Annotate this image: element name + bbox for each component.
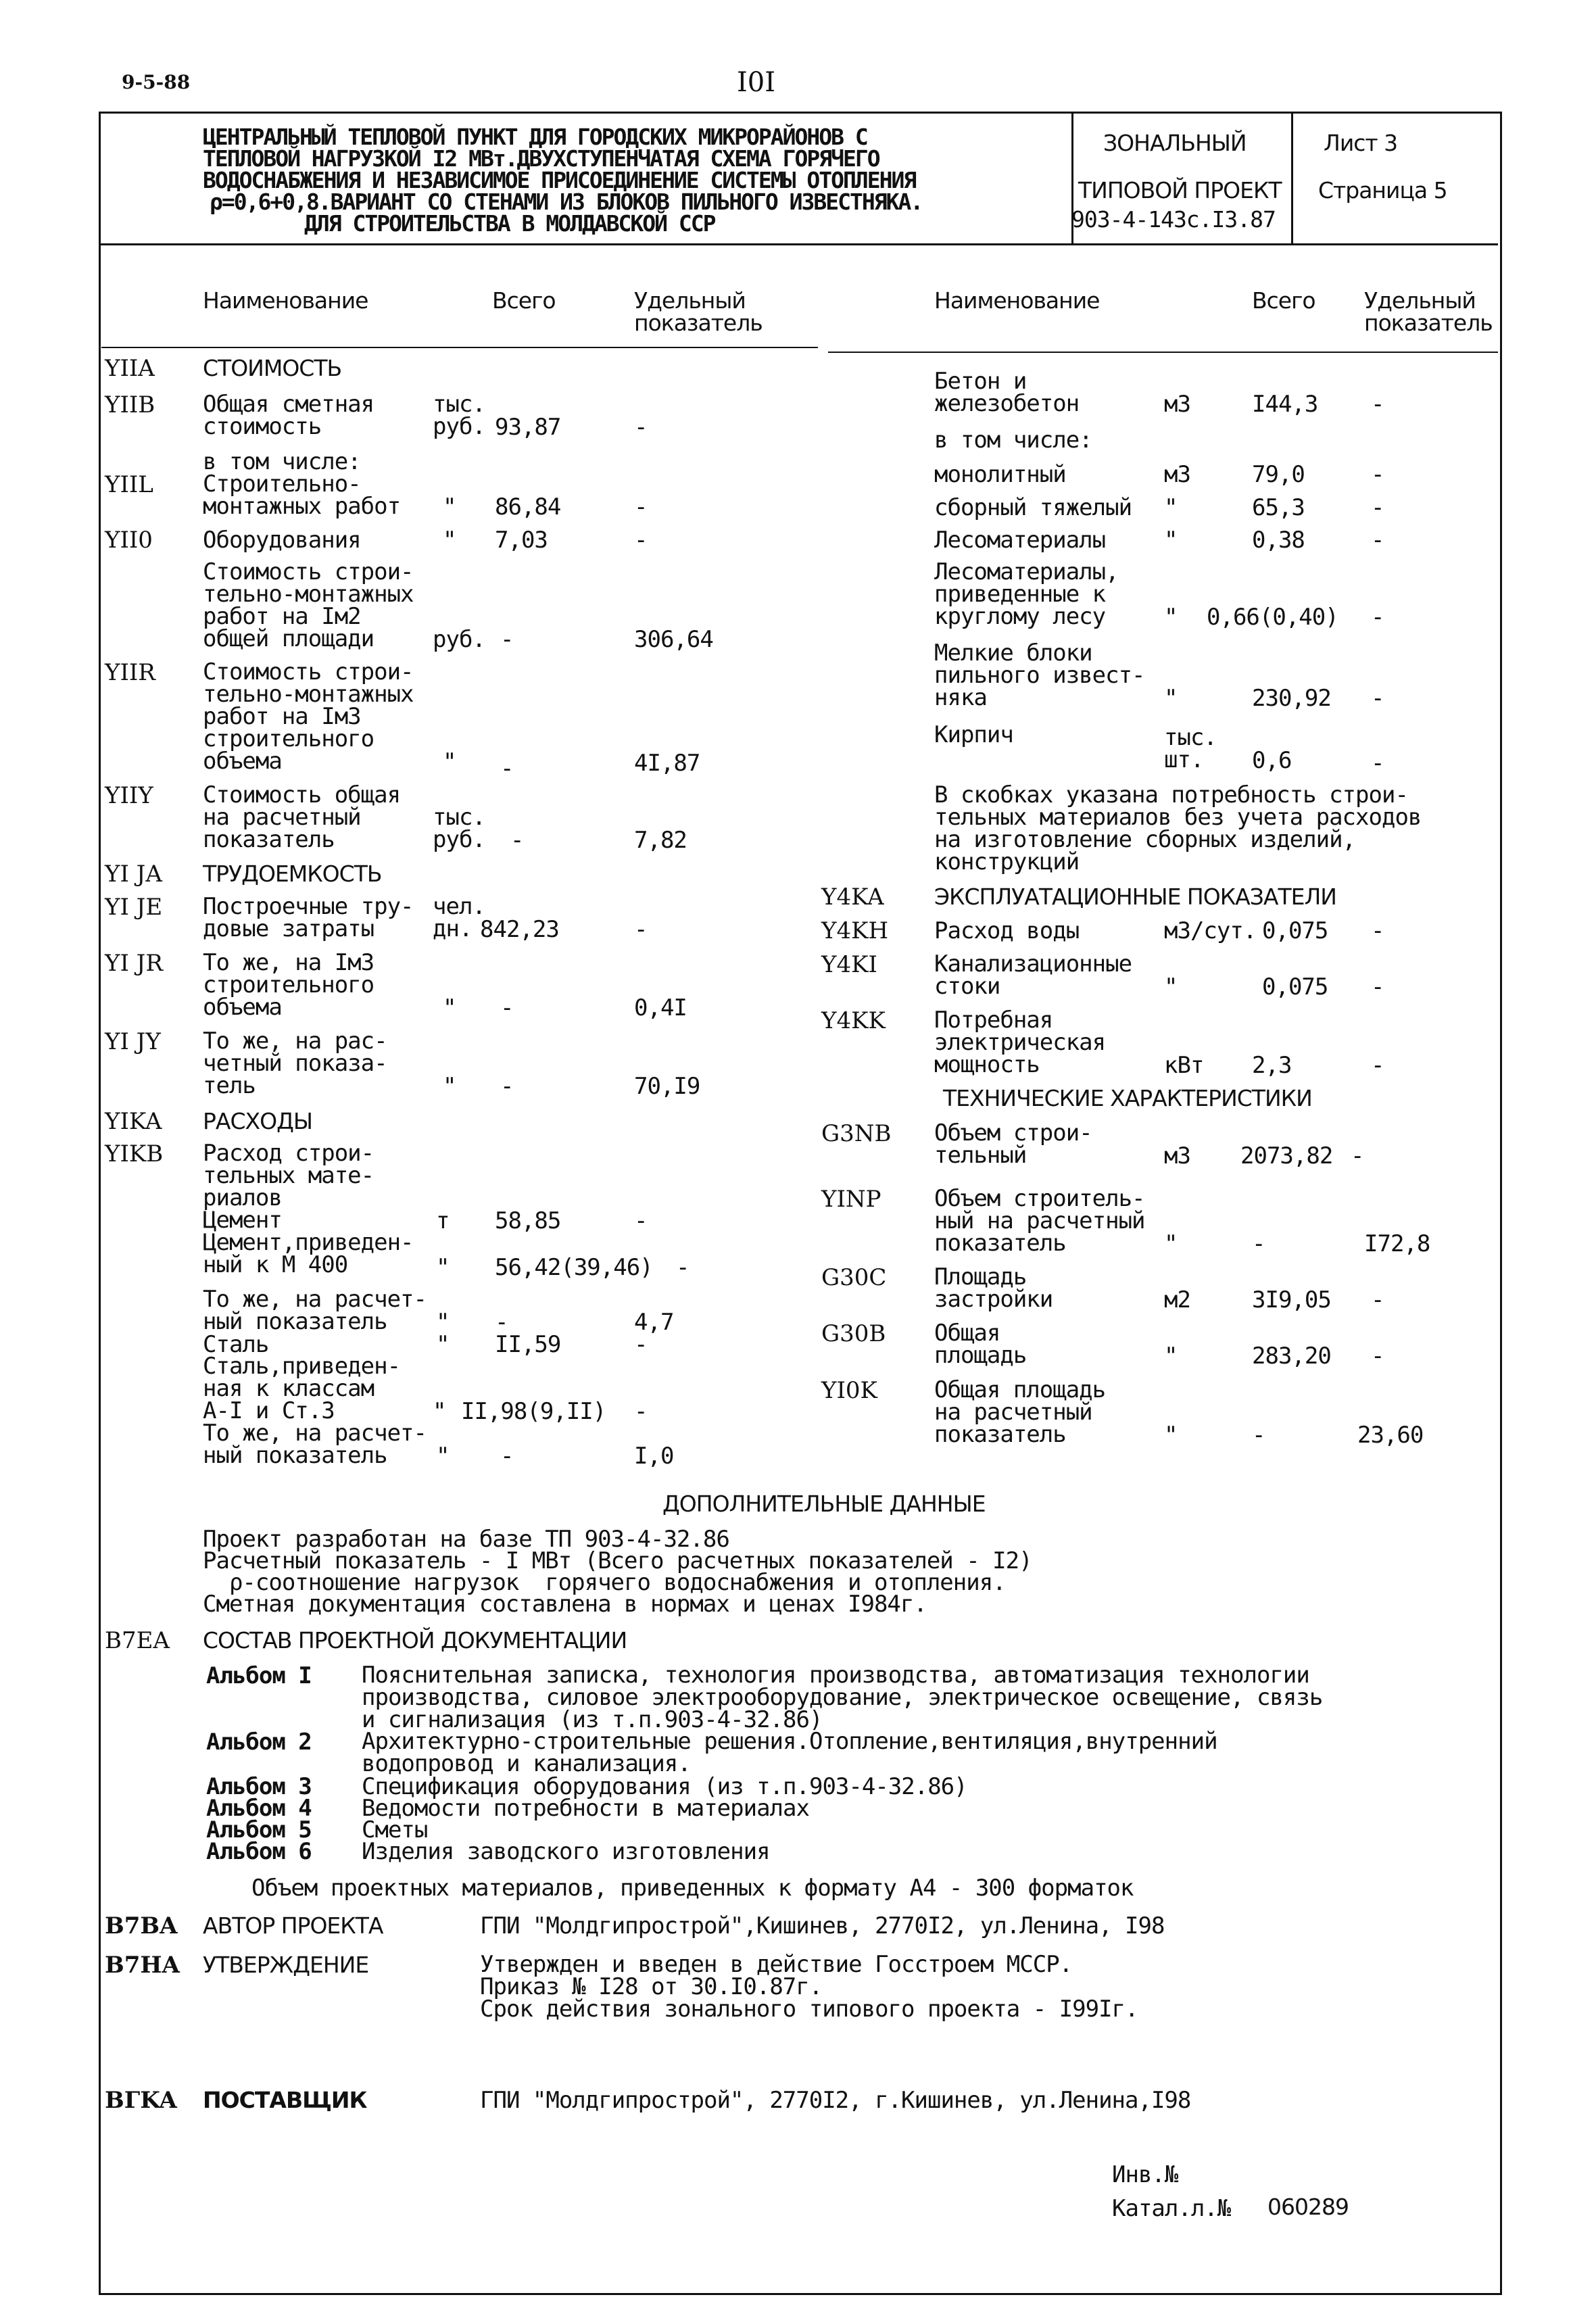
row-unit: " xyxy=(1164,494,1178,521)
row-spec: 70,I9 xyxy=(634,1073,700,1100)
row-name: То же, на расчет- ный показатель xyxy=(203,1420,427,1469)
row-spec: I,0 xyxy=(634,1443,674,1470)
row-total: I44,3 xyxy=(1252,391,1318,418)
row-total: 86,84 xyxy=(495,493,561,521)
title-line-3: ВОДОСНАБЖЕНИЯ И НЕЗАВИСИМОЕ ПРИСОЕДИНЕНИЕ СИСТЕМЫ ОТОПЛЕНИЯ xyxy=(203,167,916,193)
row-code: YI JR xyxy=(105,950,163,977)
row-name: Общая площадь xyxy=(934,1320,1027,1369)
row-unit: " xyxy=(1164,527,1178,554)
album-text: Архитектурно-строительные решения.Отопление,вентиляция,внутренний водопровод и канализация. xyxy=(362,1728,1217,1777)
row-name: Мелкие блоки пильного извест- няка xyxy=(934,640,1145,711)
approval-code: B7HA xyxy=(105,1952,180,1979)
sheet-code: 9-5-88 xyxy=(122,71,191,93)
row-spec: - xyxy=(1371,1052,1384,1079)
catalog-label: Катал.л.№ xyxy=(1112,2195,1231,2222)
album-label: Альбом 2 xyxy=(206,1729,312,1756)
row-name: Объем строитель- ный на расчетный показатель xyxy=(934,1185,1145,1257)
row-unit: " xyxy=(443,527,456,554)
row-total: 0,075 xyxy=(1262,917,1328,944)
row-spec: - xyxy=(1371,1343,1384,1370)
row-unit: " xyxy=(436,1309,450,1336)
row-name: Общая сметная стоимость xyxy=(203,391,374,440)
row-name: в том числе: Строительно- монтажных работ xyxy=(203,448,401,520)
row-spec: - xyxy=(676,1254,690,1281)
row-name: То же, на расчет- ный показатель xyxy=(203,1286,427,1335)
row-unit: " xyxy=(436,1331,450,1358)
row-spec: - xyxy=(1351,1142,1364,1169)
zonal-label: ЗОНАЛЬНЫЙ xyxy=(1103,130,1247,156)
sheet-label: Лист 3 xyxy=(1324,130,1398,156)
row-total: 3I9,05 xyxy=(1252,1286,1331,1313)
row-spec: - xyxy=(634,414,648,441)
additional-line: ρ-соотношение нагрузок горячего водоснабжения и отопления. xyxy=(203,1569,1006,1596)
col-header-spec-left: Удельный показатель xyxy=(634,287,763,336)
row-spec: - xyxy=(634,493,648,521)
row-name: Сталь,приведен- ная к классам А-I и Ст.3 xyxy=(203,1353,401,1424)
row-code: Y4KI xyxy=(821,951,877,978)
row-total: 2,3 xyxy=(1252,1052,1292,1079)
row-name: Кирпич xyxy=(934,721,1013,748)
row-code: YIIB xyxy=(105,391,155,418)
row-total: 0,075 xyxy=(1262,973,1328,1000)
row-code: YIIA xyxy=(105,355,155,382)
title-line-5: ДЛЯ СТРОИТЕЛЬСТВА В МОЛДАВСКОЙ ССР xyxy=(304,210,715,237)
row-name: ТРУДОЕМКОСТЬ xyxy=(203,861,382,887)
album-label: Альбом 4 xyxy=(206,1795,312,1822)
row-name: Расход воды xyxy=(934,917,1080,944)
row-total: - xyxy=(500,994,514,1021)
col-header-total-left: Всего xyxy=(492,287,556,314)
col-header-name-left: Наименование xyxy=(203,287,368,314)
row-name: РАСХОДЫ xyxy=(203,1108,312,1134)
title-block-bottom-line xyxy=(99,243,1498,245)
row-code: YI0K xyxy=(821,1377,877,1404)
row-name: ТЕХНИЧЕСКИЕ ХАРАКТЕРИСТИКИ xyxy=(943,1085,1312,1111)
catalog-number: 060289 xyxy=(1267,2194,1349,2220)
row-spec: - xyxy=(1371,917,1384,944)
row-total: 0,6 xyxy=(1252,747,1292,774)
title-line-1: ЦЕНТРАЛЬНЫЙ ТЕПЛОВОЙ ПУНКТ ДЛЯ ГОРОДСКИХ МИКРОРАЙОНОВ С xyxy=(203,124,867,150)
row-code: YIKA xyxy=(105,1108,162,1135)
row-spec: - xyxy=(1371,750,1384,777)
row-code: YI JE xyxy=(105,894,163,921)
row-unit: тыс. руб. xyxy=(433,391,485,440)
row-unit: " xyxy=(436,1443,450,1470)
row-unit: " xyxy=(1164,1422,1178,1449)
row-spec: - xyxy=(1371,527,1384,554)
row-total: 79,0 xyxy=(1252,461,1305,488)
title-line-2: ТЕПЛОВОЙ НАГРУЗКОЙ I2 МВт.ДВУХСТУПЕНЧАТАЯ СХЕМА ГОРЯЧЕГО xyxy=(203,145,879,172)
col-header-total-right: Всего xyxy=(1252,287,1315,314)
row-name: Сталь xyxy=(203,1331,269,1358)
row-total: 56,42(39,46) xyxy=(495,1254,653,1281)
row-spec: - xyxy=(1371,461,1384,488)
row-total: - xyxy=(510,827,524,854)
row-unit: м3/сут. xyxy=(1164,917,1257,944)
row-name: Стоимость строи- тельно-монтажных работ на Iм2 общей площади xyxy=(203,558,414,652)
typical-project-label: ТИПОВОЙ ПРОЕКТ xyxy=(1078,177,1282,203)
author-code: B7BA xyxy=(105,1912,178,1939)
row-total: 65,3 xyxy=(1252,494,1305,521)
row-name: Стоимость общая на расчетный показатель xyxy=(203,781,401,853)
row-name: Построечные тру- довые затраты xyxy=(203,893,414,942)
row-spec: - xyxy=(634,527,648,554)
row-unit: руб. xyxy=(433,626,485,653)
row-spec: - xyxy=(1371,685,1384,712)
row-code: YI JA xyxy=(105,861,162,888)
page-label: Страница 5 xyxy=(1318,177,1447,203)
album-label: Альбом 3 xyxy=(206,1773,312,1800)
row-total: II,98(9,II) xyxy=(461,1398,606,1425)
supplier-text: ГПИ "Молдгипрострой", 2770I2, г.Кишинев, ул.Ленина,I98 xyxy=(480,2087,1191,2114)
row-name: Площадь застройки xyxy=(934,1263,1053,1313)
additional-line: Сметная документация составлена в нормах и ценах I984г. xyxy=(203,1591,927,1618)
title-line-4: ρ=0,6+0,8.ВАРИАНТ СО СТЕНАМИ ИЗ БЛОКОВ ПИЛЬНОГО ИЗВЕСТНЯКА. xyxy=(210,189,923,215)
row-code: YIIY xyxy=(105,782,153,809)
row-name: Потребная электрическая мощность xyxy=(934,1007,1106,1078)
row-spec: - xyxy=(634,916,648,943)
composition-heading: СОСТАВ ПРОЕКТНОЙ ДОКУМЕНТАЦИИ xyxy=(203,1627,627,1654)
row-total: - xyxy=(500,1443,514,1470)
row-unit: " xyxy=(433,1398,446,1425)
row-name: сборный тяжелый xyxy=(934,494,1132,521)
approval-text: Утвержден и введен в действие Госстроем МССР. Приказ № I28 от 30.I0.87г. Срок действия зонального типового проекта - I99Iг. xyxy=(480,1951,1138,2023)
row-name: Цемент,приведен- ный к М 400 xyxy=(203,1229,414,1278)
row-name: Стоимость строи- тельно-монтажных работ на Iм3 строительного объема xyxy=(203,658,414,775)
row-spec: 7,82 xyxy=(634,827,687,854)
row-total: II,59 xyxy=(495,1331,561,1358)
composition-code: B7EA xyxy=(105,1627,170,1654)
row-unit: чел. дн. xyxy=(433,893,485,942)
row-name: Расход строи- тельных мате- риалов Цемент xyxy=(203,1140,374,1234)
row-spec: - xyxy=(1371,494,1384,521)
row-spec: 0,4I xyxy=(634,994,687,1021)
row-spec: I72,8 xyxy=(1364,1230,1430,1257)
row-code: YIKB xyxy=(105,1140,164,1167)
row-total: 7,03 xyxy=(495,527,548,554)
row-code: G30C xyxy=(821,1264,887,1291)
row-code: Y4KH xyxy=(821,917,889,944)
author-text: ГПИ "Молдгипрострой",Кишинев, 2770I2, ул.Ленина, I98 xyxy=(480,1912,1165,1939)
row-spec: 4,7 xyxy=(634,1309,674,1336)
row-code: YIIL xyxy=(105,471,153,498)
row-name: Бетон и железобетон xyxy=(934,368,1080,417)
row-unit: " xyxy=(443,748,456,775)
album-label: Альбом I xyxy=(206,1662,312,1689)
row-unit: кВт xyxy=(1164,1052,1204,1079)
row-code: Y4KA xyxy=(821,884,884,911)
row-unit: тыс. руб. xyxy=(433,804,485,853)
header-underline-right xyxy=(828,352,1498,353)
inventory-label: Инв.№ xyxy=(1112,2161,1178,2188)
row-unit: " xyxy=(1164,604,1178,631)
album-text: Спецификация оборудования (из т.п.903-4-32.86) xyxy=(362,1773,967,1800)
row-code: YINP xyxy=(821,1186,881,1213)
row-spec: 4I,87 xyxy=(634,750,700,777)
row-code: YIIR xyxy=(105,659,155,686)
header-underline-left xyxy=(101,347,818,348)
row-unit: " xyxy=(443,994,456,1021)
row-unit: " xyxy=(1164,1343,1178,1370)
row-name: Объем строи- тельный xyxy=(934,1119,1092,1169)
row-spec: - xyxy=(1371,1286,1384,1313)
row-spec: - xyxy=(1371,604,1384,631)
project-number: 903-4-143с.I3.87 xyxy=(1071,206,1276,233)
album-label: Альбом 5 xyxy=(206,1816,312,1843)
row-unit: т xyxy=(436,1207,450,1234)
row-spec: 306,64 xyxy=(634,626,713,653)
row-code: YII0 xyxy=(105,527,153,554)
supplier-label: ПОСТАВЩИК xyxy=(203,2087,367,2113)
row-total: 230,92 xyxy=(1252,685,1331,712)
row-name: То же, на Iм3 строительного объема xyxy=(203,949,374,1021)
row-unit: " xyxy=(443,1073,456,1100)
row-spec: - xyxy=(634,1331,648,1358)
album-text: Сметы xyxy=(362,1816,428,1843)
supplier-code: BГKA xyxy=(105,2087,177,2114)
row-name: монолитный xyxy=(934,461,1066,488)
album-text: Ведомости потребности в материалах xyxy=(362,1795,809,1822)
row-total: - xyxy=(1252,1230,1265,1257)
author-label: АВТОР ПРОЕКТА xyxy=(203,1912,383,1939)
row-name: Лесоматериалы xyxy=(934,527,1106,554)
row-name: Оборудования xyxy=(203,527,361,554)
row-unit: м2 xyxy=(1164,1286,1190,1313)
additional-heading: ДОПОЛНИТЕЛЬНЫЕ ДАННЫЕ xyxy=(662,1491,986,1517)
row-unit: м3 xyxy=(1164,391,1190,418)
row-total: 93,87 xyxy=(495,414,561,441)
row-code: YI JY xyxy=(105,1028,161,1055)
row-spec: - xyxy=(634,1207,648,1234)
row-code: G3NB xyxy=(821,1120,892,1147)
album-text: Изделия заводского изготовления xyxy=(362,1838,770,1865)
row-total: 0,38 xyxy=(1252,527,1305,554)
row-name: в том числе: xyxy=(934,427,1092,454)
row-unit: м3 xyxy=(1164,1142,1190,1169)
row-name: Лесоматериалы, приведенные к круглому лесу xyxy=(934,558,1119,630)
album-text: Пояснительная записка, технология производства, автоматизация технологии производства, силовое электрооборудование, электрическое освещение, связь и сигнализация (из т.п.903-4-32.86) xyxy=(362,1662,1323,1733)
row-name: СТОИМОСТЬ xyxy=(203,355,342,381)
row-name: Канализационные стоки xyxy=(934,950,1132,1000)
row-unit: " xyxy=(1164,685,1178,712)
page-number: I0I xyxy=(737,67,776,98)
approval-label: УТВЕРЖДЕНИЕ xyxy=(203,1952,369,1978)
row-total: - xyxy=(500,1073,514,1100)
additional-line: Расчетный показатель - I МВт (Всего расчетных показателей - I2) xyxy=(203,1547,1032,1574)
volume-line: Объем проектных материалов, приведенных к формату А4 - 300 форматок xyxy=(251,1875,1134,1902)
row-total: 58,85 xyxy=(495,1207,561,1234)
col-header-spec-right: Удельный показатель xyxy=(1364,287,1493,336)
row-total: - xyxy=(495,1309,508,1336)
row-name: ЭКСПЛУАТАЦИОННЫЕ ПОКАЗАТЕЛИ xyxy=(934,884,1336,910)
row-unit: тыс. шт. xyxy=(1164,724,1217,773)
row-total: - xyxy=(500,755,514,782)
row-code: G30B xyxy=(821,1320,886,1347)
row-spec: - xyxy=(1371,973,1384,1000)
row-total: - xyxy=(500,626,514,653)
col-header-name-right: Наименование xyxy=(934,287,1100,314)
row-name: То же, на рас- четный показа- тель xyxy=(203,1028,387,1099)
row-unit: " xyxy=(1164,973,1178,1000)
row-spec: - xyxy=(634,1398,648,1425)
row-total: - xyxy=(1252,1422,1265,1449)
row-total: 842,23 xyxy=(480,916,559,943)
row-unit: " xyxy=(443,493,456,521)
album-label: Альбом 6 xyxy=(206,1838,312,1865)
row-name: Общая площадь на расчетный показатель xyxy=(934,1376,1106,1448)
row-spec: 23,60 xyxy=(1357,1422,1424,1449)
row-unit: м3 xyxy=(1164,461,1190,488)
additional-line: Проект разработан на базе ТП 903-4-32.86 xyxy=(203,1526,729,1553)
title-block-divider-2 xyxy=(1291,112,1293,245)
row-unit: " xyxy=(436,1254,450,1281)
row-spec: - xyxy=(1371,391,1384,418)
row-total: 0,66(0,40) xyxy=(1207,604,1338,631)
row-unit: " xyxy=(1164,1230,1178,1257)
row-total: 2073,82 xyxy=(1240,1142,1333,1169)
row-total: 283,20 xyxy=(1252,1343,1331,1370)
row-code: Y4KK xyxy=(821,1007,886,1034)
materials-note: В скобках указана потребность строи- тельных материалов без учета расходов на изготовление сборных изделий, конструкций xyxy=(934,781,1422,875)
